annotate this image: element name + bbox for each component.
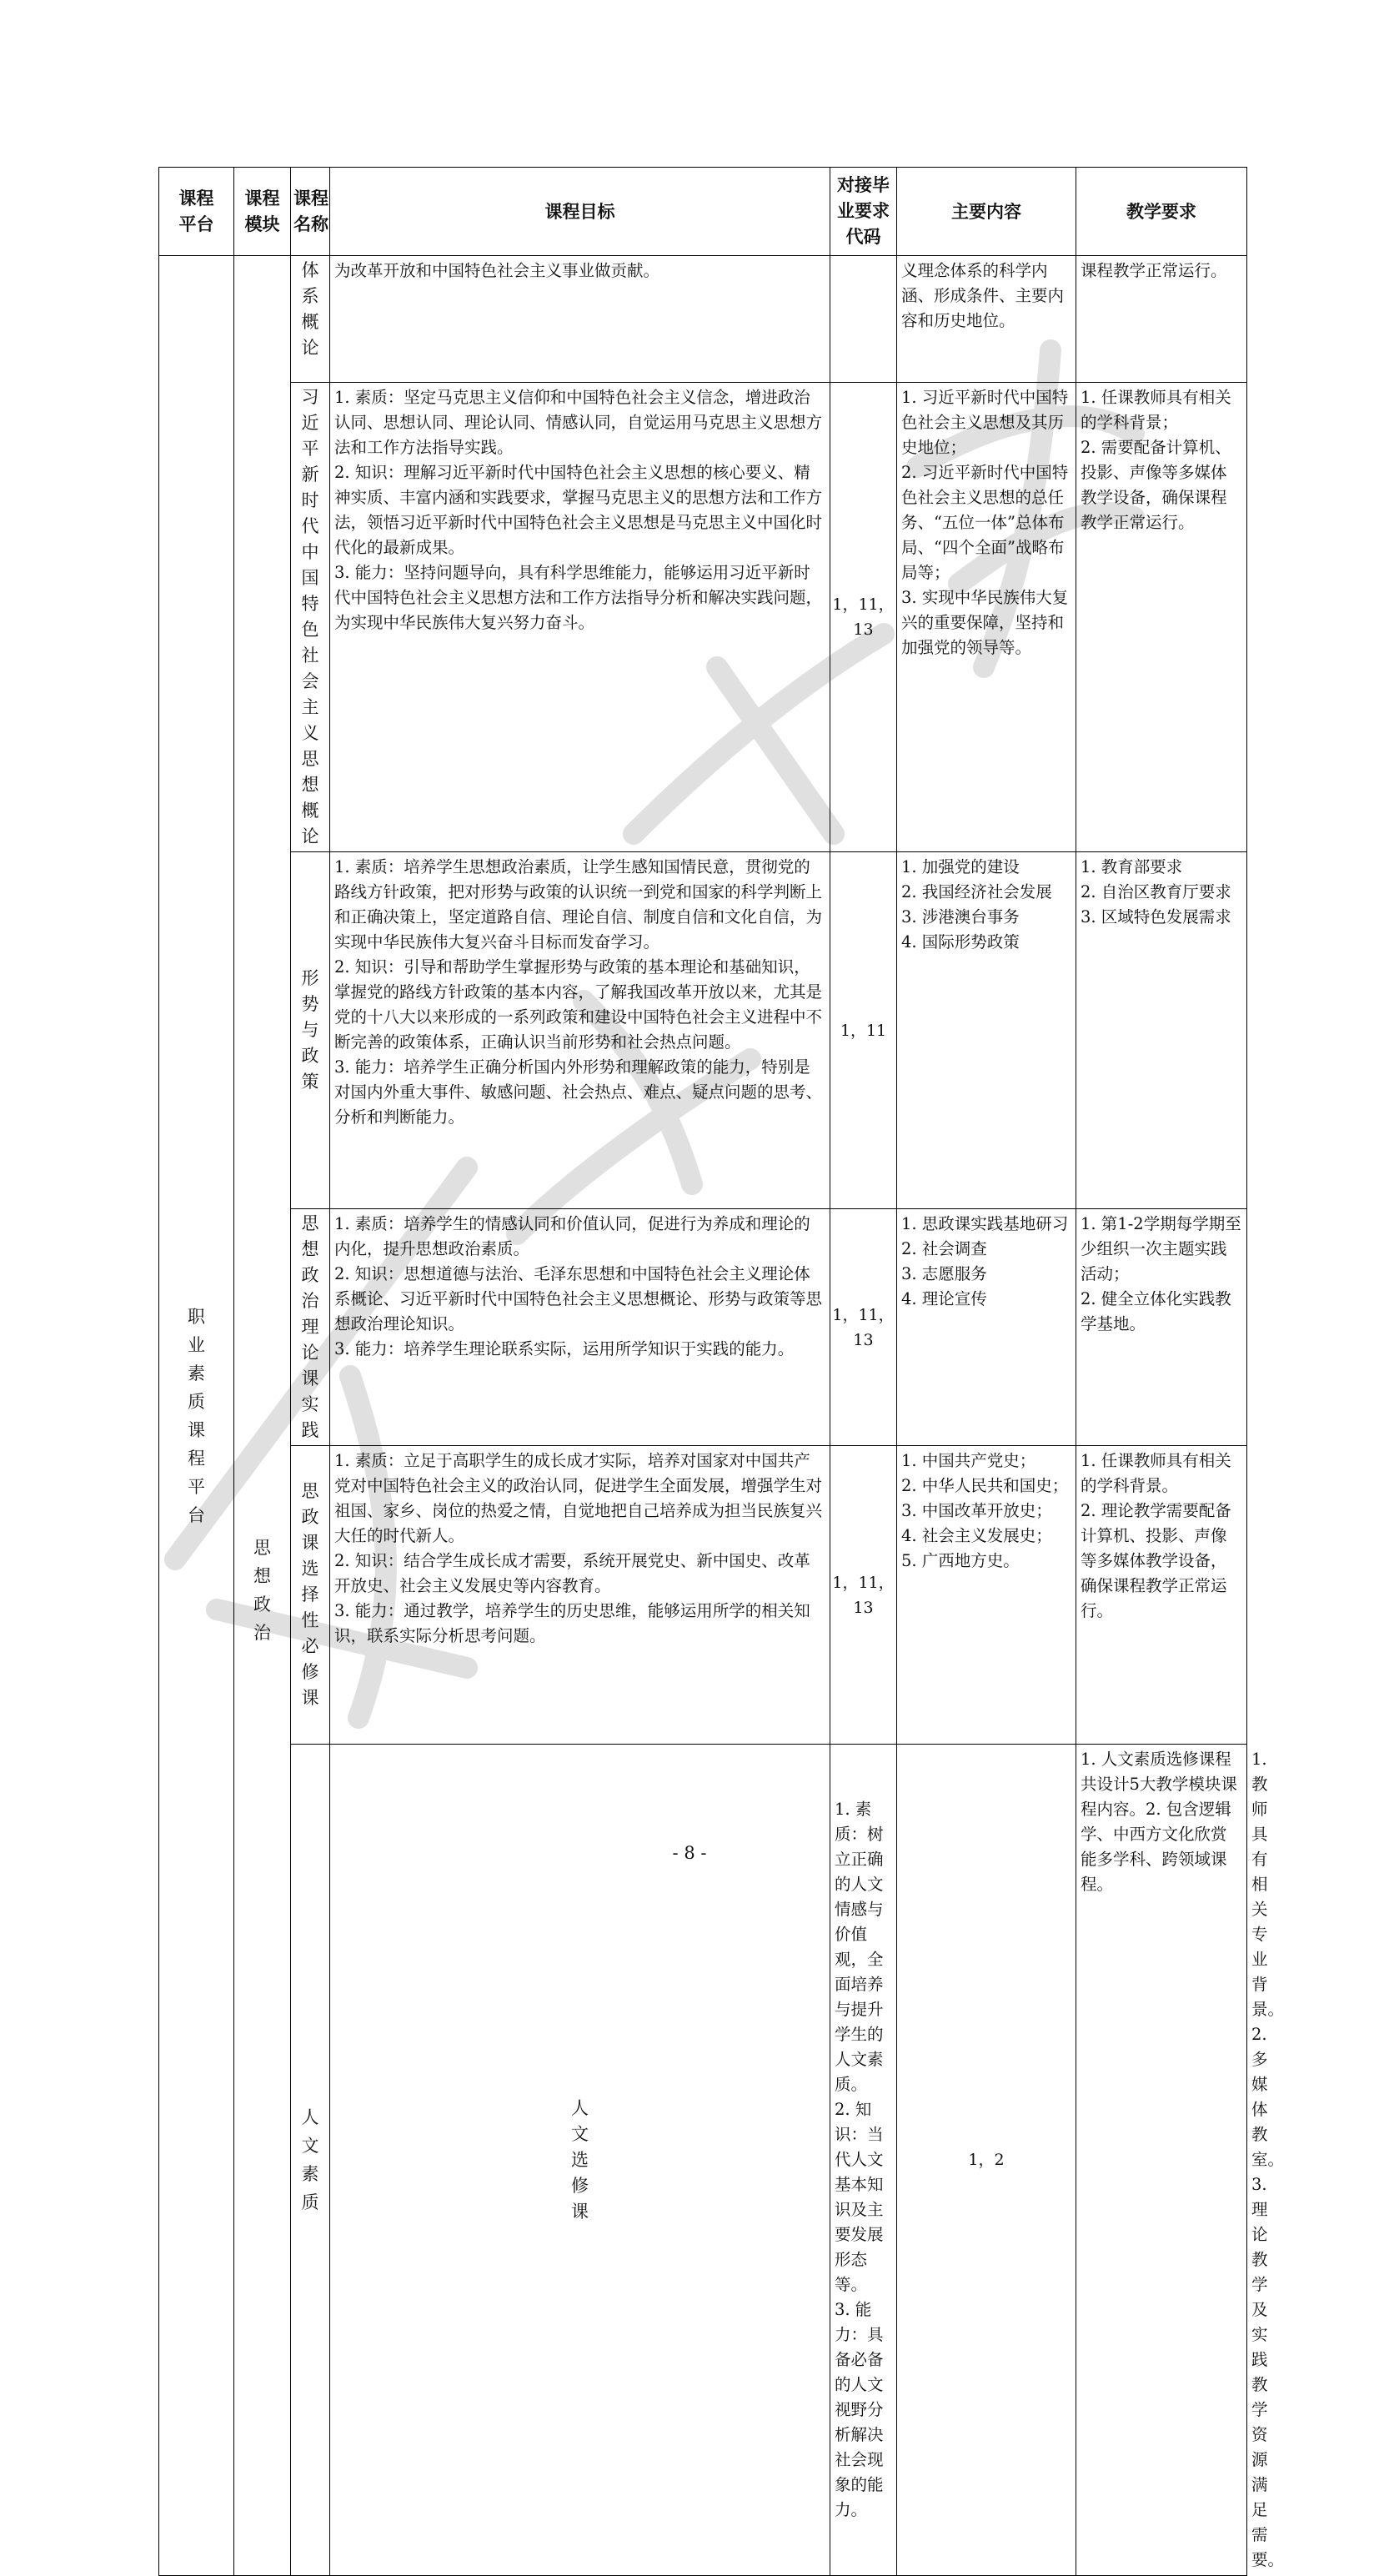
- course-codes: 1，2: [897, 1745, 1076, 2576]
- course-objective: 1. 素质：树立正确的人文情感与价值观，全面培养与提升学生的人文素质。 2. 知识：当代人文基本知识及主要发展形态等。 3. 能力：具备必备的人文视野分析解决社会现象的能力。: [830, 1745, 897, 2576]
- course-requirement: 1. 任课教师具有相关的学科背景； 2. 需要配备计算机、投影、声像等多媒体教学设备，确保课程教学正常运行。: [1076, 383, 1247, 852]
- header-name: 课程名称: [291, 168, 330, 256]
- course-name: 思想政治理论课实践: [291, 1209, 330, 1446]
- course-requirement: 课程教学正常运行。: [1076, 256, 1247, 383]
- course-name: 体系概论: [291, 256, 330, 383]
- course-content: 1. 人文素质选修课程共设计5大教学模块课程内容。2. 包含逻辑学、中西方文化欣赏能多学科、跨领域课程。: [1076, 1745, 1247, 2576]
- course-name: 形势与政策: [291, 852, 330, 1209]
- course-content: 1. 加强党的建设 2. 我国经济社会发展 3. 涉港澳台事务 4. 国际形势政策: [897, 852, 1076, 1209]
- course-codes: 1，11，13: [830, 383, 897, 852]
- course-requirement: 1. 任课教师具有相关的学科背景。 2. 理论教学需要配备计算机、投影、声像等多媒体教学设备，确保课程教学正常运行。: [1076, 1446, 1247, 1745]
- table-row: [159, 256, 1247, 383]
- course-name: 思政课选择性必修课: [291, 1446, 330, 1745]
- page-number: - 8 -: [672, 1843, 707, 1863]
- platform-cell: 职业素质课程平台: [159, 256, 234, 2576]
- course-content: 1. 习近平新时代中国特色社会主义思想及其历史地位； 2. 习近平新时代中国特色社会主义思想的总任务、“五位一体”总体布局、“四个全面”战略布局等； 3. 实现中华民族伟大复兴的重要保障，坚持和加强党的领导等。: [897, 383, 1076, 852]
- course-requirement: 1. 第1-2学期每学期至少组织一次主题实践活动； 2. 健全立体化实践教学基地。: [1076, 1209, 1247, 1446]
- header-platform: 课程平台: [159, 168, 234, 256]
- course-objective: 1. 素质：坚定马克思主义信仰和中国特色社会主义信念，增进政治认同、思想认同、理论认同、情感认同，自觉运用马克思主义思想方法和工作方法指导实践。 2. 知识：理解习近平新时代中国特色社会主义思想的核心要义、精神实质、丰富内涵和实践要求，掌握马克思主义的思想方法和工作方法，领悟习近平新时代中国特色社会主义思想是马克思主义中国化时代化的最新成果。 3. 能力：坚持问题导向，具有科学思维能力，能够运用习近平新时代中国特色社会主义思想方法和工作方法指导分析和解决实践问题，为实现中华民族伟大复兴努力奋斗。: [330, 383, 830, 852]
- header-requirement: 教学要求: [1076, 168, 1247, 256]
- module-cell-humanities: 人文素质: [291, 1745, 330, 2576]
- table-row: [159, 852, 1247, 1209]
- header-module: 课程模块: [234, 168, 291, 256]
- course-content: 1. 中国共产党史； 2. 中华人民共和国史； 3. 中国改革开放史； 4. 社会主义发展史； 5. 广西地方史。: [897, 1446, 1076, 1745]
- course-objective: 1. 素质：培养学生思想政治素质，让学生感知国情民意，贯彻党的路线方针政策，把对形势与政策的认识统一到党和国家的科学判断上和正确决策上，坚定道路自信、理论自信、制度自信和文化自信，为实现中华民族伟大复兴奋斗目标而发奋学习。 2. 知识：引导和帮助学生掌握形势与政策的基本理论和基础知识，掌握党的路线方针政策的基本内容，了解我国改革开放以来，尤其是党的十八大以来形成的一系列政策和建设中国特色社会主义进程中不断完善的政策体系，正确认识当前形势和社会热点问题。 3. 能力：培养学生正确分析国内外形势和理解政策的能力，特别是对国内外重大事件、敏感问题、社会热点、难点、疑点问题的思考、分析和判断能力。: [330, 852, 830, 1209]
- course-requirement: 1. 教育部要求 2. 自治区教育厅要求 3. 区域特色发展需求: [1076, 852, 1247, 1209]
- course-codes: 1，11，13: [830, 1209, 897, 1446]
- table-row: [159, 1209, 1247, 1446]
- header-content: 主要内容: [897, 168, 1076, 256]
- module-cell-politics: 思想政治: [234, 256, 291, 2576]
- course-content: 义理念体系的科学内涵、形成条件、主要内容和历史地位。: [897, 256, 1076, 383]
- table-row: [159, 383, 1247, 852]
- course-objective: 1. 素质：立足于高职学生的成长成才实际，培养对国家对中国共产党对中国特色社会主义的政治认同，促进学生全面发展，增强学生对祖国、家乡、岗位的热爱之情，自觉地把自己培养成为担当民族复兴大任的时代新人。 2. 知识：结合学生成长成才需要，系统开展党史、新中国史、改革开放史、社会主义发展史等内容教育。 3. 能力：通过教学，培养学生的历史思维，能够运用所学的相关知识，联系实际分析思考问题。: [330, 1446, 830, 1745]
- header-codes: 对接毕业要求代码: [830, 168, 897, 256]
- header-row: [159, 168, 1247, 256]
- course-objective: 1. 素质：培养学生的情感认同和价值认同，促进行为养成和理论的内化，提升思想政治素质。 2. 知识：思想道德与法治、毛泽东思想和中国特色社会主义理论体系概论、习近平新时代中国特色社会主义思想概论、形势与政策等思想政治理论知识。 3. 能力：培养学生理论联系实际，运用所学知识于实践的能力。: [330, 1209, 830, 1446]
- course-objective: 为改革开放和中国特色社会主义事业做贡献。: [330, 256, 830, 383]
- document-page: [158, 167, 1285, 2576]
- course-codes: 1，11: [830, 852, 897, 1209]
- curriculum-table: [158, 167, 1285, 2576]
- course-codes: [830, 256, 897, 383]
- table-row: 人文素质 人文选修课 1. 素质：树立正确的人文情感与价值观，全面培养与提升学生的人文素质。 2. 知识：当代人文基本知识及主要发展形态等。 3. 能力：具备必备的人文视野分析解决社会现象的能力。 1，2 1. 人文素质选修课程共设计5大教学模块课程内容。2. 包含逻辑学、中西方文化欣赏能多学科、跨领域课程。 1. 教师具有相关专业背景。 2. 多媒体教室。 3. 理论教学及实践教学资源满足需要。: [159, 1745, 1247, 2576]
- course-name: 习近平新时代中国特色社会主义思想概论: [291, 383, 330, 852]
- header-objective: 课程目标: [330, 168, 830, 256]
- table-row: [159, 1446, 1247, 1745]
- course-content: 1. 思政课实践基地研习 2. 社会调查 3. 志愿服务 4. 理论宣传: [897, 1209, 1076, 1446]
- course-codes: 1，11，13: [830, 1446, 897, 1745]
- course-name: 人文选修课: [330, 1745, 830, 2576]
